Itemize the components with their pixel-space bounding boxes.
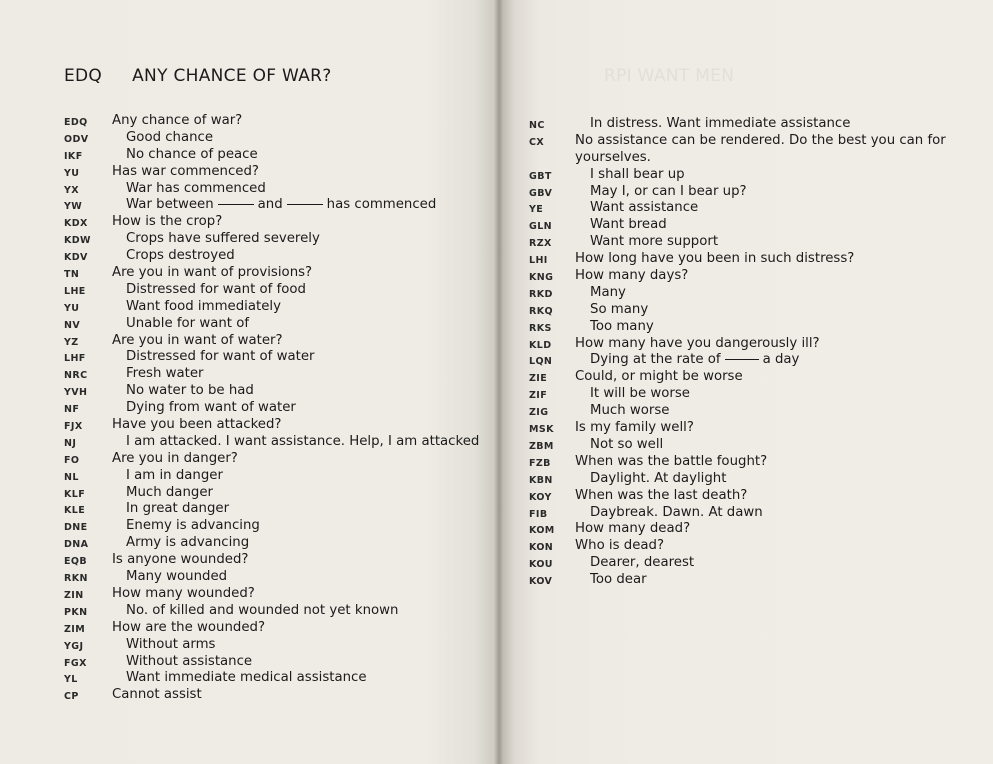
signal-meaning: Are you in want of water? bbox=[112, 332, 283, 348]
signal-meaning: Crops destroyed bbox=[126, 248, 235, 264]
signal-meaning: How many wounded? bbox=[112, 585, 255, 601]
signal-meaning: Unable for want of bbox=[126, 315, 250, 331]
book-gutter bbox=[494, 0, 504, 764]
signal-code: PKN bbox=[64, 606, 88, 618]
signal-meaning bbox=[126, 197, 436, 212]
signal-code: YGJ bbox=[64, 640, 84, 652]
meaning-part: War between bbox=[126, 197, 214, 213]
meaning-part: a day bbox=[762, 352, 800, 368]
signal-code: NC bbox=[529, 120, 545, 131]
signal-code: YL bbox=[64, 674, 78, 686]
signal-code: TN bbox=[64, 269, 80, 281]
running-head-code: EDQ bbox=[64, 66, 103, 86]
signal-meaning: No assistance can be rendered. Do the best you can for yourselves. bbox=[575, 132, 946, 165]
signal-code: YX bbox=[64, 184, 80, 196]
meaning-part: has commenced bbox=[326, 197, 437, 213]
show-through-heading: RPI WANT MEN bbox=[604, 66, 735, 86]
signal-code: FO bbox=[64, 454, 80, 466]
signal-code: GBT bbox=[529, 170, 552, 182]
signal-code: GLN bbox=[529, 221, 553, 233]
signal-meaning: May I, or can I bear up? bbox=[590, 183, 747, 199]
signal-code: KOU bbox=[529, 559, 553, 571]
signal-meaning: Any chance of war? bbox=[112, 113, 243, 128]
signal-meaning: Without assistance bbox=[126, 653, 253, 669]
signal-meaning: Many wounded bbox=[126, 569, 228, 585]
signal-meaning: Are you in danger? bbox=[112, 450, 238, 466]
signal-meaning: Want immediate medical assistance bbox=[126, 670, 367, 686]
signal-code: CX bbox=[529, 136, 545, 148]
signal-code: KOY bbox=[529, 491, 552, 503]
signal-code: ZIG bbox=[529, 407, 549, 419]
signal-meaning: I am in danger bbox=[126, 467, 223, 483]
signal-meaning: Dearer, dearest bbox=[590, 555, 695, 571]
signal-code: MSK bbox=[529, 424, 554, 436]
signal-code: CP bbox=[64, 691, 79, 703]
signal-code: YE bbox=[529, 204, 544, 216]
signal-code: FIB bbox=[529, 508, 548, 520]
signal-meaning: When was the last death? bbox=[575, 487, 748, 503]
signal-code: GBV bbox=[529, 187, 553, 199]
signal-code: LHE bbox=[64, 285, 86, 297]
signal-meaning: Dying from want of water bbox=[126, 400, 296, 416]
signal-meaning: In distress. Want immediate assistance bbox=[590, 116, 851, 131]
signal-meaning: It will be worse bbox=[590, 386, 690, 402]
signal-code: ODV bbox=[64, 133, 89, 145]
signal-code: ZBM bbox=[529, 440, 554, 452]
signal-meaning: How many dead? bbox=[575, 521, 691, 537]
fill-in-blank bbox=[725, 359, 759, 360]
signal-code: RKS bbox=[529, 322, 552, 334]
signal-code: ZIN bbox=[64, 589, 84, 601]
signal-meaning: In great danger bbox=[126, 501, 230, 517]
signal-meaning: Daybreak. Dawn. At dawn bbox=[590, 504, 763, 520]
running-head bbox=[64, 66, 332, 86]
signal-code: NV bbox=[64, 319, 81, 331]
signal-meaning: Too many bbox=[590, 318, 654, 334]
signal-code: KLE bbox=[64, 505, 86, 517]
signal-code: KDX bbox=[64, 218, 88, 230]
signal-code: ZIF bbox=[529, 390, 548, 402]
signal-meaning: Want food immediately bbox=[126, 298, 281, 314]
signal-meaning: Want assistance bbox=[590, 200, 699, 216]
signal-code: YW bbox=[64, 201, 83, 213]
signal-meaning: Without arms bbox=[126, 636, 216, 652]
signal-code: NRC bbox=[64, 370, 88, 382]
signal-code: KLF bbox=[64, 488, 86, 500]
meaning-part: and bbox=[257, 197, 283, 213]
signal-code: NJ bbox=[64, 437, 77, 449]
signal-meaning: How is the crop? bbox=[112, 214, 223, 230]
signal-meaning: Want bread bbox=[590, 217, 667, 233]
signal-meaning: I am attacked. I want assistance. Help, I am attacked bbox=[126, 433, 480, 449]
signal-meaning: Want more support bbox=[590, 234, 719, 250]
signal-meaning: When was the battle fought? bbox=[575, 453, 768, 469]
running-head-title: ANY CHANCE OF WAR? bbox=[132, 66, 332, 86]
signal-meaning: How many have you dangerously ill? bbox=[575, 335, 820, 351]
signal-meaning: No water to be had bbox=[126, 383, 254, 399]
signal-code: LQN bbox=[529, 356, 553, 368]
signal-code: ZIE bbox=[529, 373, 548, 385]
signal-code: DNE bbox=[64, 522, 88, 534]
signal-code: KBN bbox=[529, 474, 553, 486]
signal-meaning: War has commenced bbox=[126, 180, 266, 196]
signal-meaning: Daylight. At daylight bbox=[590, 470, 727, 486]
signal-code: YU bbox=[64, 167, 80, 179]
signal-code: EDQ bbox=[64, 117, 88, 128]
signal-code: KLD bbox=[529, 339, 552, 351]
signal-meaning: Has war commenced? bbox=[112, 163, 259, 179]
signal-code: FJX bbox=[64, 421, 83, 433]
signal-meaning: Cannot assist bbox=[112, 687, 202, 703]
signal-meaning: Is my family well? bbox=[575, 420, 694, 436]
signal-code: FGX bbox=[64, 657, 87, 669]
signal-code: YU bbox=[64, 302, 80, 314]
signal-code: LHF bbox=[64, 353, 86, 365]
signal-meaning: Distressed for want of water bbox=[126, 349, 315, 365]
right-page bbox=[500, 0, 993, 764]
signal-code: KDV bbox=[64, 252, 88, 264]
signal-meaning: Distressed for want of food bbox=[126, 281, 306, 297]
signal-meaning: No chance of peace bbox=[126, 146, 258, 162]
signal-code: FZB bbox=[529, 457, 551, 469]
signal-meaning: Army is advancing bbox=[126, 535, 250, 551]
signal-code: LHI bbox=[529, 255, 548, 267]
signal-code: RZX bbox=[529, 238, 552, 250]
signal-code: EQB bbox=[64, 556, 88, 568]
signal-meaning: Are you in want of provisions? bbox=[112, 265, 313, 281]
signal-code: NL bbox=[64, 471, 79, 483]
signal-meaning: How long have you been in such distress? bbox=[575, 251, 855, 267]
signal-meaning: How are the wounded? bbox=[112, 619, 265, 635]
signal-code: RKN bbox=[64, 573, 88, 585]
signal-meaning: I shall bear up bbox=[590, 166, 685, 182]
signal-code: RKD bbox=[529, 288, 553, 300]
signal-meaning: Much danger bbox=[126, 484, 213, 500]
signal-code: KNG bbox=[529, 272, 554, 284]
signal-meaning: Crops have suffered severely bbox=[126, 231, 320, 247]
signal-code: KOV bbox=[529, 576, 553, 588]
signal-code: RKQ bbox=[529, 305, 553, 317]
signal-code: NF bbox=[64, 404, 80, 416]
signal-code: IKF bbox=[64, 150, 83, 162]
signal-code: YVH bbox=[64, 387, 88, 399]
signal-meaning: Too dear bbox=[590, 572, 647, 588]
signal-meaning: So many bbox=[590, 301, 649, 317]
signal-code: KOM bbox=[529, 525, 555, 537]
signal-meaning: Have you been attacked? bbox=[112, 417, 282, 433]
fill-in-blank bbox=[287, 204, 323, 205]
signal-code: DNA bbox=[64, 539, 89, 551]
fill-in-blank bbox=[218, 204, 254, 205]
signal-meaning: Who is dead? bbox=[575, 538, 665, 554]
signal-meaning: Enemy is advancing bbox=[126, 518, 260, 534]
signal-meaning: How many days? bbox=[575, 268, 689, 284]
signal-code: KON bbox=[529, 542, 554, 554]
signal-meaning: Not so well bbox=[590, 436, 664, 452]
signal-code: KDW bbox=[64, 235, 91, 247]
signal-meaning: Fresh water bbox=[126, 366, 204, 382]
signal-code: YZ bbox=[64, 336, 79, 348]
signal-meaning: Could, or might be worse bbox=[575, 369, 743, 385]
signal-meaning: Is anyone wounded? bbox=[112, 552, 249, 568]
meaning-part: Dying at the rate of bbox=[590, 352, 721, 368]
signal-meaning bbox=[590, 352, 799, 367]
signal-meaning: Many bbox=[590, 284, 626, 300]
signal-code: ZIM bbox=[64, 623, 86, 635]
signal-meaning: Much worse bbox=[590, 403, 670, 419]
signal-meaning: No. of killed and wounded not yet known bbox=[126, 602, 399, 618]
signal-meaning: Good chance bbox=[126, 129, 214, 145]
